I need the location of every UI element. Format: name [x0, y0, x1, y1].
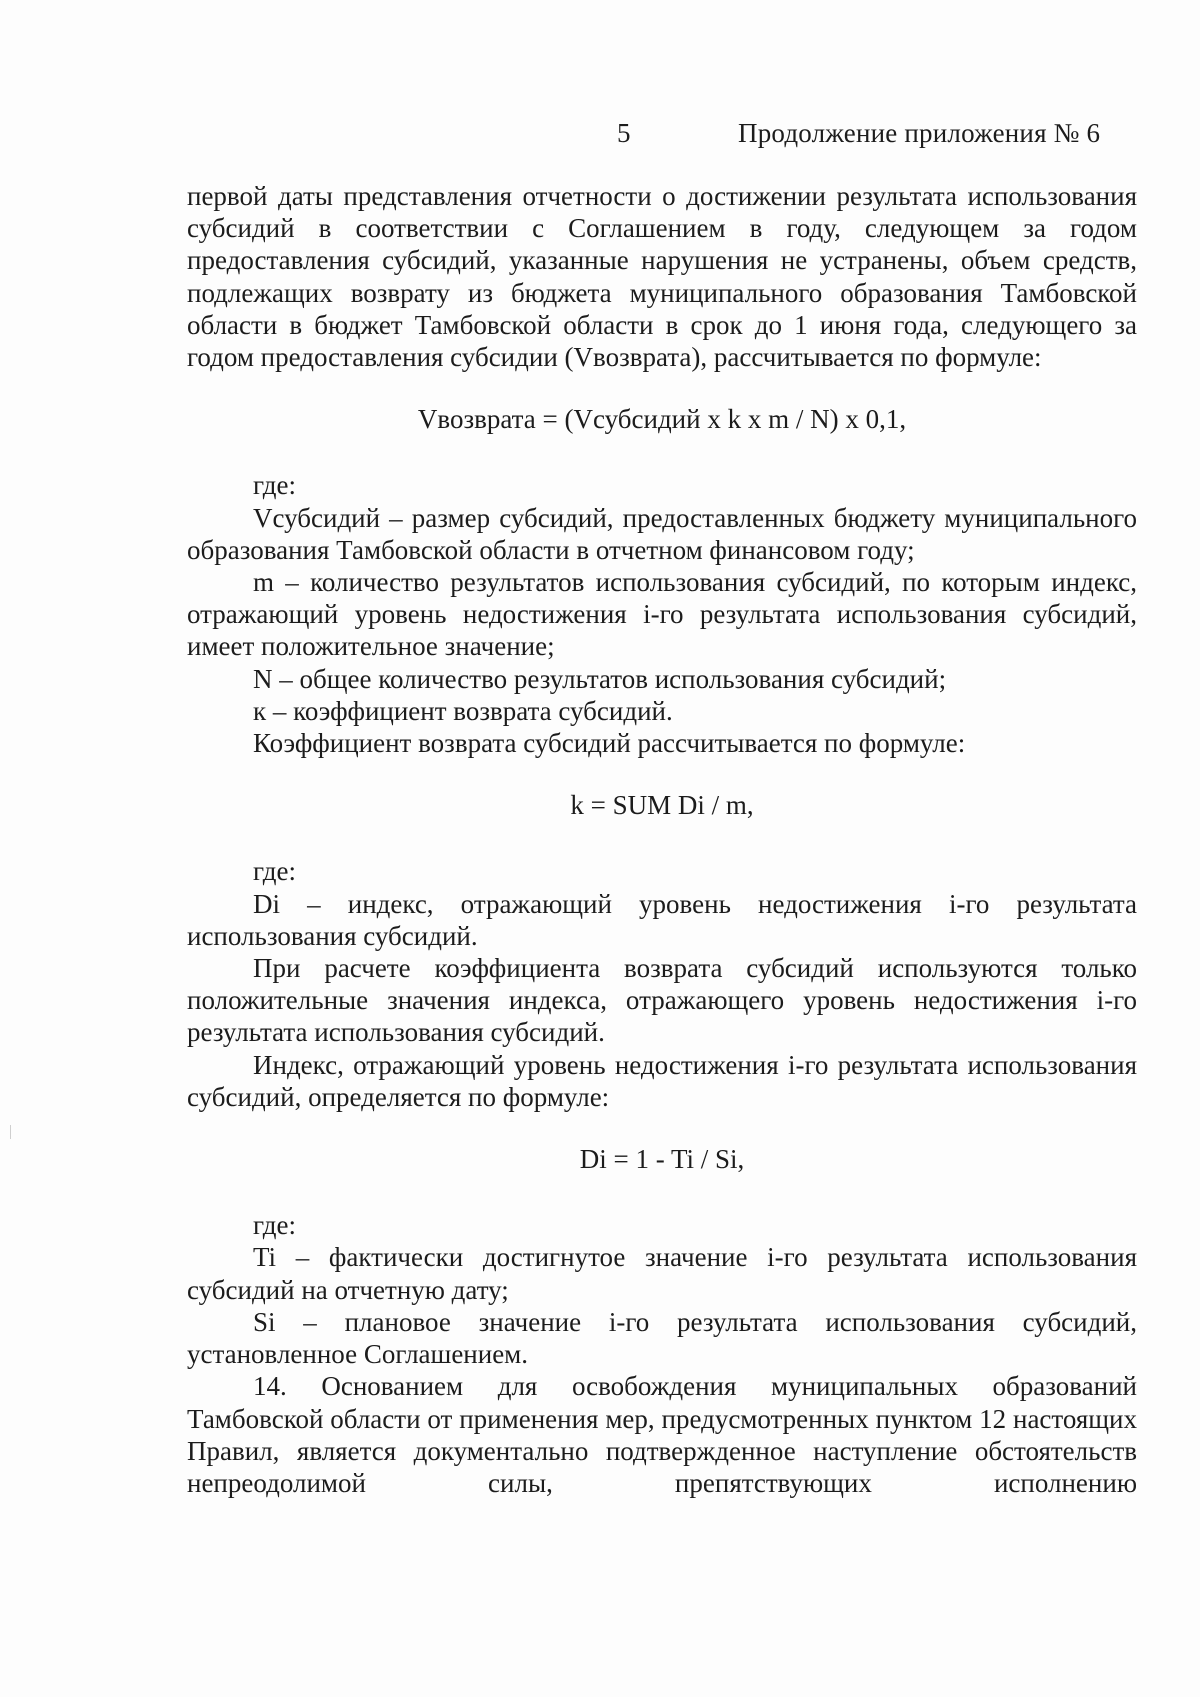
definition-m: m – количество результатов использования субсидий, по которым индекс, отражающий уровень недостижения i-го результата использования субсидий, имеет положительное значение; — [187, 567, 1137, 662]
definition-si: Si – плановое значение i-го результата использования субсидий, установленное Соглашением. — [187, 1306, 1137, 1370]
where-label: где: — [253, 470, 296, 501]
definition-k: к – коэффициент возврата субсидий. — [253, 695, 673, 726]
scan-artifact — [10, 1125, 11, 1139]
page-number: 5 — [617, 118, 631, 148]
definition-ti: Ti – фактически достигнутое значение i-го результата использования субсидий на отчетную дату; — [187, 1242, 1137, 1305]
paragraph-index-formula-intro: Индекс, отражающий уровень недостижения i-го результата использования субсидий, определяется по формуле: — [187, 1049, 1137, 1112]
appendix-continuation-note: Продолжение приложения № 6 — [738, 118, 1101, 148]
formula-return-coefficient: k = SUM Di / m, — [570, 790, 754, 821]
paragraph-14-force-majeure: 14. Основанием для освобождения муниципальных образований Тамбовской области от применения мер, предусмотренных пунктом 12 настоящих Правил, является документально подтвержденное наступление обстоятельств непреодолимой силы, препятствующих исполнению — [187, 1371, 1137, 1498]
document-body — [187, 180, 1137, 1499]
page-header — [0, 118, 1200, 158]
definition-n: N – общее количество результатов использования субсидий; — [253, 663, 947, 694]
where-label: где: — [253, 856, 296, 887]
where-label: где: — [253, 1210, 296, 1241]
definition-v-subsidies: Vсубсидий – размер субсидий, предоставленных бюджету муниципального образования Тамбовской области в отчетном финансовом году; — [187, 502, 1137, 565]
paragraph-k-formula-intro: Коэффициент возврата субсидий рассчитывается по формуле: — [253, 728, 966, 759]
formula-return-volume: Vвозврата = (Vсубсидий x k x m / N) x 0,1, — [417, 404, 907, 435]
paragraph-positive-values: При расчете коэффициента возврата субсидий используются только положительные значения индекса, отражающего уровень недостижения i-го результата использования субсидий. — [187, 953, 1137, 1048]
definition-di: Di – индекс, отражающий уровень недостижения i-го результата использования субсидий. — [187, 888, 1137, 951]
formula-index: Di = 1 - Ti / Si, — [579, 1144, 745, 1175]
paragraph-return-calculation: первой даты представления отчетности о достижении результата использования субсидий в соответствии с Соглашением в году, следующем за годом предоставления субсидий, указанные нарушения не устранены, объем средств, подлежащих возврату из бюджета муниципального образования Тамбовской области в бюджет Тамбовской области в срок до 1 июня года, следующего за годом предоставления субсидии (Vвозврата), рассчитывается по формуле: — [187, 181, 1137, 373]
